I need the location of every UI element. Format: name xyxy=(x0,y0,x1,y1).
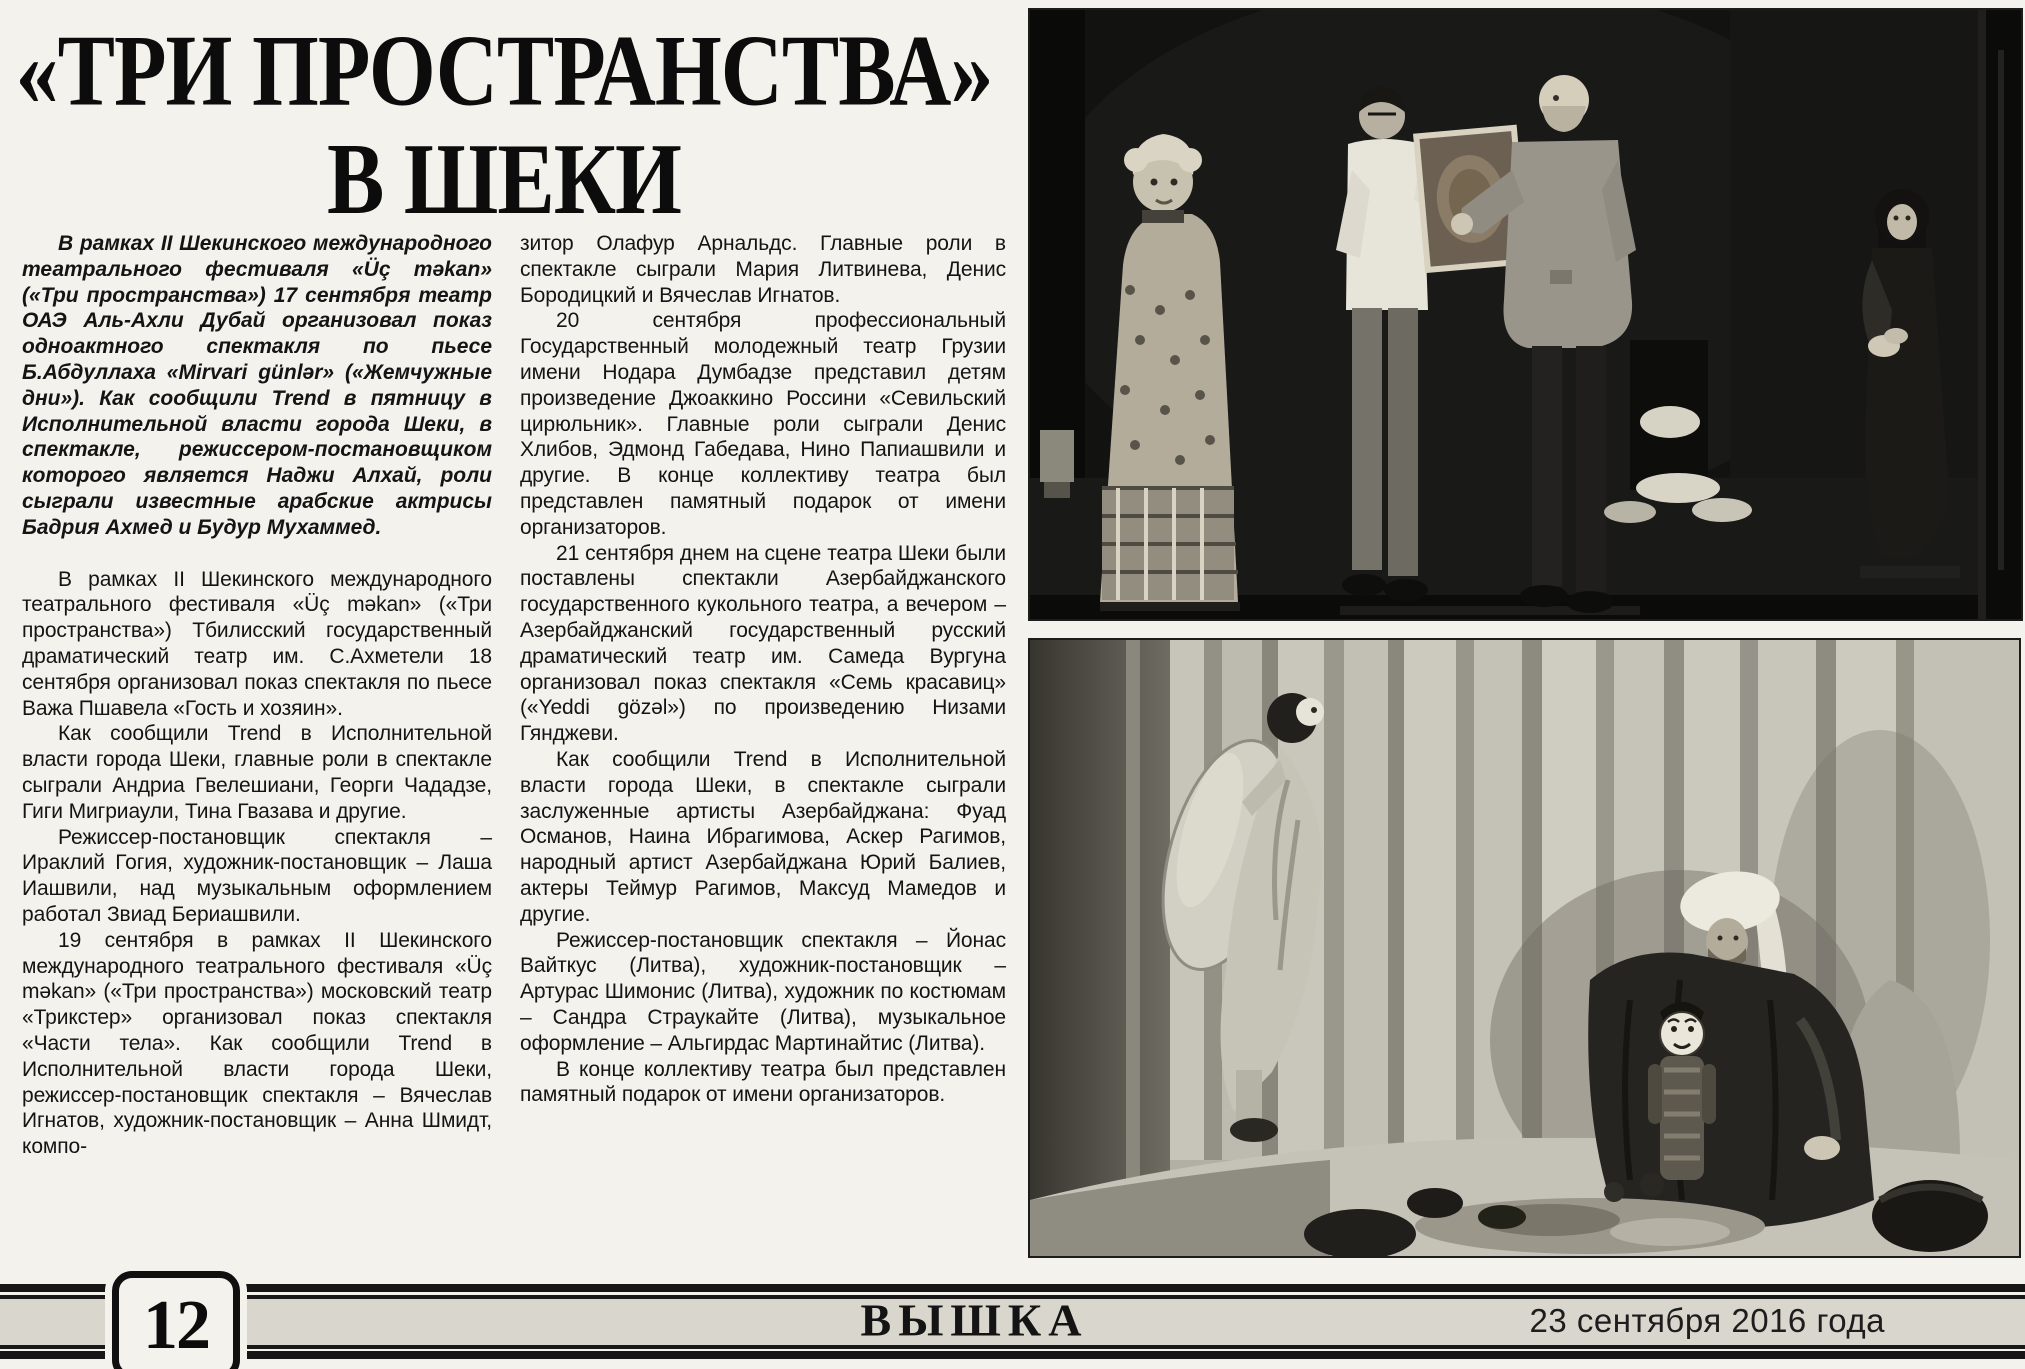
article-paragraph: 20 сентября профессиональный Государственный молодежный театр Грузии имени Нодара Думбадзе представил детям произведение Джоаккино Россини «Севильский цирюльник». Главные роли сыграли Денис Хлибов, Эдмонд Габедава, Нино Папиашвили и другие. В конце коллективу театра был представлен памятный подарок от имени организаторов. xyxy=(520,309,1006,539)
puppet-show-illustration xyxy=(1030,640,2019,1256)
award-ceremony-illustration xyxy=(1030,10,2021,619)
article-paragraph: зитор Олафур Арнальдс. Главные роли в спектакле сыграли Мария Литвинева, Денис Бородицкий и Вячеслав Игнатов. xyxy=(520,232,1006,307)
article-paragraph: 19 сентября в рамках II Шекинского международного театрального фестиваля «Üç məkan» («Три пространства») московский театр «Трикстер» организовал показ спектакля «Части тела». Как сообщили Trend в Исполнительной власти города Шеки, режиссер-постановщик спектакля – Вячеслав Игнатов, художник-постановщик – Анна Шмидт, компо- xyxy=(22,928,492,1159)
article-paragraph: В конце коллективу театра был представлен памятный подарок от имени организаторов. xyxy=(520,1057,1006,1107)
page-number: 12 xyxy=(112,1271,240,1369)
headline-line-2: В ШЕКИ xyxy=(327,122,681,236)
article-column-1 xyxy=(22,231,492,1160)
article-paragraph: Как сообщили Trend в Исполнительной власти города Шеки, в спектакле сыграли заслуженные артисты Азербайджана: Фуад Османов, Наина Ибрагимова, Аскер Рагимов, народный артист Азербайджана Юрий Балиев, актеры Теймур Рагимов, Максуд Мамедов и другие. xyxy=(520,747,1006,926)
footer-band xyxy=(0,1284,2025,1359)
article-paragraph: Режиссер-постановщик спектакля – Йонас Вайткус (Литва), художник-постановщик – Артурас Шимонис (Литва), художник по костюмам – Сандра Страукайте (Литва), музыкальное оформление – Альгирдас Мартинайтис (Литва). xyxy=(520,928,1006,1055)
lead-paragraph: В рамках II Шекинского международного театрального фестиваля «Üç məkan» («Три пространства») 17 сентября театр ОАЭ Аль-Ахли Дубай организовал показ одноактного спектакля по пьесе Б.Абдуллаха «Mirvari günlər» («Жемчужные дни»). Как сообщили Trend в пятницу в Исполнительной власти города Шеки, в спектакле, режиссером-постановщиком которого является Наджи Алхай, роли сыграли известные арабские актрисы Бадрия Ахмед и Будур Мухаммед. xyxy=(22,232,492,539)
article-headline xyxy=(0,13,1008,236)
footer-rule-thick-bottom xyxy=(0,1351,2025,1359)
newspaper-masthead: ВЫШКА xyxy=(860,1294,1089,1346)
issue-date: 23 сентября 2016 года xyxy=(1529,1302,1885,1340)
headline-line-1: «ТРИ ПРОСТРАНСТВА» xyxy=(15,13,993,127)
article-paragraph: Как сообщили Trend в Исполнительной власти города Шеки, главные роли в спектакле сыграли Андриа Гвелешиани, Георги Чададзе, Гиги Мигриаули, Тина Гвазава и другие. xyxy=(22,722,492,823)
award-ceremony-photo xyxy=(1028,8,2023,621)
article-paragraph: В рамках II Шекинского международного театрального фестиваля «Üç məkan» («Три пространства») Тбилисский государственный драматический театр им. С.Ахметели 18 сентября организовал показ спектакля по пьесе Важа Пшавела «Гость и хозяин». xyxy=(22,567,492,720)
footer-strip xyxy=(0,1294,2025,1346)
article-paragraph: Режиссер-постановщик спектакля – Ираклий Гогия, художник-постановщик – Лаша Иашвили, над музыкальным оформлением работал Звиад Бериашвили. xyxy=(22,825,492,926)
article-column-2 xyxy=(520,231,1006,1108)
footer-rule-thick-top xyxy=(0,1284,2025,1292)
puppet-show-photo xyxy=(1028,638,2021,1258)
article-paragraph: 21 сентября днем на сцене театра Шеки были поставлены спектакли Азербайджанского государственного кукольного театра, а вечером – Азербайджанский государственный русский драматический театр им. Самеда Вургуна организовал показ спектакля «Семь красавиц» («Yeddi gözəl») по произведению Низами Гянджеви. xyxy=(520,541,1006,746)
